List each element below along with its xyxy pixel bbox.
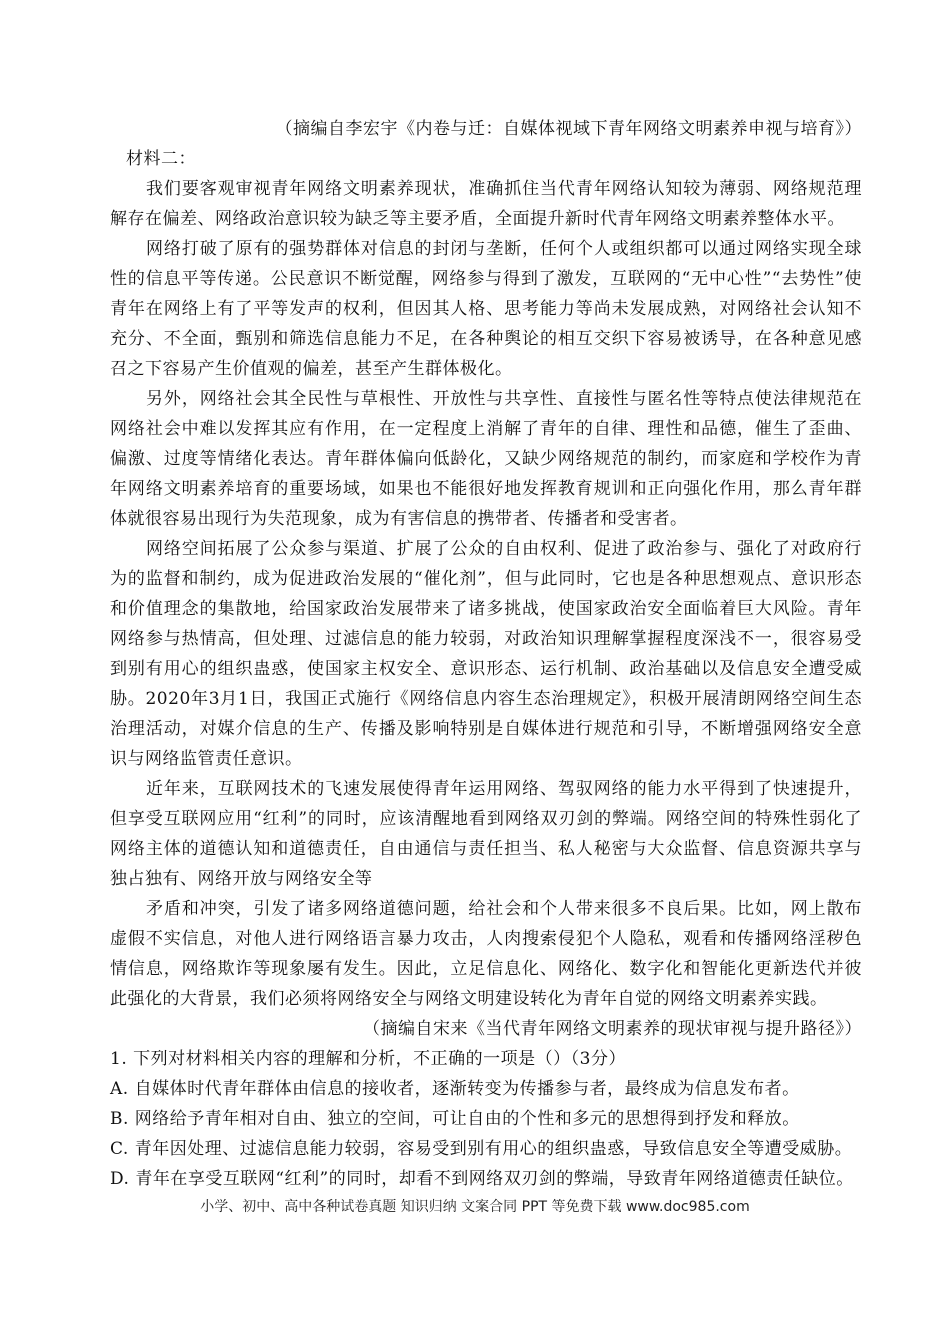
paragraph-6: 矛盾和冲突，引发了诸多网络道德问题，给社会和个人带来很多不良后果。比如，网上散布虚假不实信息，对他人进行网络语言暴力攻击，人肉搜索侵犯个人隐私，观看和传播网络淫秽色情信息，网络欺诈等现象屡有发生。因此，立足信息化、网络化、数字化和智能化更新迭代并彼此强化的大背景，我们必须将网络安全与网络文明建设转化为青年自觉的网络文明素养实践。 [110, 899, 862, 1009]
option-b: B. 网络给予青年相对自由、独立的空间，可让自由的个性和多元的思想得到抒发和释放。 [110, 1109, 800, 1129]
paragraph-4: 网络空间拓展了公众参与渠道、扩展了公众的自由权利、促进了政治参与、强化了对政府行为的监督和制约，成为促进政治发展的“催化剂”，但与此同时，它也是各种思想观点、意识形态和价值理念的集散地，给国家政治发展带来了诸多挑战，使国家政治安全面临着巨大风险。青年网络参与热情高，但处理、过滤信息的能力较弱，对政治知识理解掌握程度深浅不一，很容易受到别有用心的组织蛊惑，使国家主权安全、意识形态、运行机制、政治基础以及信息安全遭受威胁。2020年3月1日，我国正式施行《网络信息内容生态治理规定》，积极开展清朗网络空间生态治理活动，对媒介信息的生产、传播及影响特别是自媒体进行规范和引导，不断增强网络安全意识与网络监管责任意识。 [110, 539, 862, 769]
paragraph-5: 近年来，互联网技术的飞速发展使得青年运用网络、驾驭网络的能力水平得到了快速提升，但享受互联网应用“红利”的同时，应该清醒地看到网络双刃剑的弊端。网络空间的特殊性弱化了网络主体的道德认知和道德责任，自由通信与责任担当、私人秘密与大众监督、信息资源共享与独占独有、网络开放与网络安全等 [110, 779, 862, 889]
material-label: 材料二： [126, 149, 196, 169]
paragraph-2: 网络打破了原有的强势群体对信息的封闭与垄断，任何个人或组织都可以通过网络实现全球性的信息平等传递。公民意识不断觉醒，网络参与得到了激发，互联网的“无中心性”“去势性”使青年在网络上有了平等发声的权利，但因其人格、思考能力等尚未发展成熟，对网络社会认知不充分、不全面，甄别和筛选信息能力不足，在各种舆论的相互交织下容易被诱导，在各种意见感召之下容易产生价值观的偏差，甚至产生群体极化。 [110, 239, 862, 379]
option-d: D. 青年在享受互联网“红利”的同时，却看不到网络双刃剑的弊端，导致青年网络道德责任缺位。 [110, 1169, 854, 1189]
paragraph-3: 另外，网络社会其全民性与草根性、开放性与共享性、直接性与匿名性等特点使法律规范在网络社会中难以发挥其应有作用，在一定程度上消解了青年的自律、理性和品德，催生了歪曲、偏激、过度等情绪化表达。青年群体偏向低龄化，又缺少网络规范的制约，而家庭和学校作为青年网络文明素养培育的重要场域，如果也不能很好地发挥教育规训和正向强化作用，那么青年群体就很容易出现行为失范现象，成为有害信息的携带者、传播者和受害者。 [110, 389, 862, 529]
paragraph-1: 我们要客观审视青年网络文明素养现状，准确抓住当代青年网络认知较为薄弱、网络规范理解存在偏差、网络政治意识较为缺乏等主要矛盾，全面提升新时代青年网络文明素养整体水平。 [110, 179, 862, 229]
option-a: A. 自媒体时代青年群体由信息的接收者，逐渐转变为传播参与者，最终成为信息发布者。 [110, 1079, 800, 1099]
source-citation-2: （摘编自宋来《当代青年网络文明素养的现状审视与提升路径》） [363, 1019, 862, 1039]
page-footer: 小学、初中、高中各种试卷真题 知识归纳 文案合同 PPT 等免费下载 www.doc985.com [200, 1199, 750, 1215]
source-citation-1: （摘编自李宏宇《内卷与迁：自媒体视域下青年网络文明素养申视与培育》） [275, 119, 862, 139]
question-stem: 1. 下列对材料相关内容的理解和分析，不正确的一项是（）（3分） [110, 1049, 626, 1069]
option-c: C. 青年因处理、过滤信息能力较弱，容易受到别有用心的组织蛊惑，导致信息安全等遭受威胁。 [110, 1139, 853, 1159]
document-body [110, 114, 862, 1194]
